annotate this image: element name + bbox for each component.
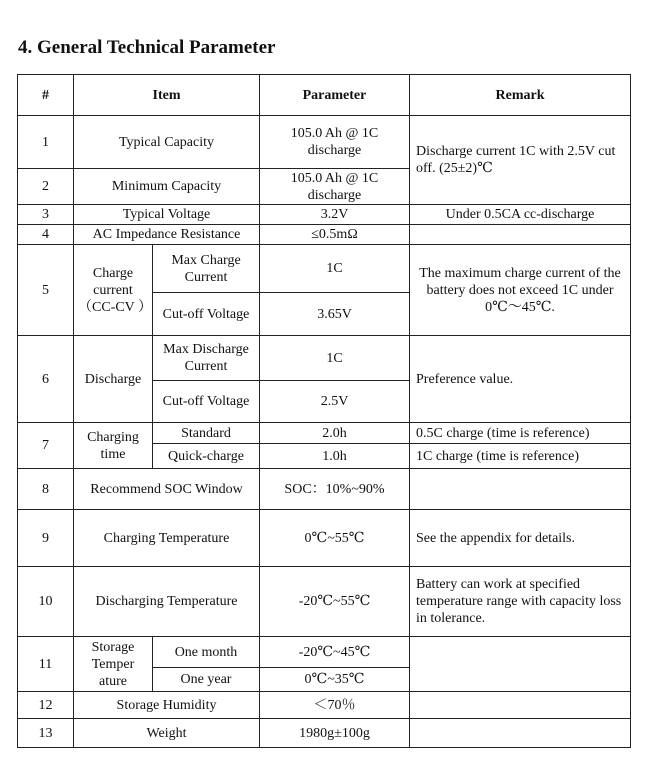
sub-item-cell: Quick-charge — [153, 444, 260, 469]
group-cell: Charge current （CC-CV ） — [74, 245, 153, 336]
item-cell: Discharging Temperature — [74, 567, 260, 637]
group-cell: Discharge — [74, 336, 153, 423]
remark-cell — [410, 719, 631, 748]
row-number: 7 — [18, 423, 74, 469]
row-number: 12 — [18, 692, 74, 719]
parameter-cell: 0℃~35℃ — [260, 668, 410, 692]
table-row — [18, 116, 631, 169]
parameter-cell: 2.0h — [260, 423, 410, 444]
item-cell: Charging Temperature — [74, 510, 260, 567]
row-number: 13 — [18, 719, 74, 748]
remark-cell — [410, 469, 631, 510]
item-cell: Typical Voltage — [74, 205, 260, 225]
parameter-cell: ＜70％ — [260, 692, 410, 719]
table-row — [18, 719, 631, 748]
remark-cell — [410, 225, 631, 245]
parameter-cell: 1C — [260, 336, 410, 381]
item-cell: AC Impedance Resistance — [74, 225, 260, 245]
parameter-cell: 1980g±100g — [260, 719, 410, 748]
table-row — [18, 692, 631, 719]
row-number: 1 — [18, 116, 74, 169]
parameter-cell: SOC：10%~90% — [260, 469, 410, 510]
remark-cell — [410, 692, 631, 719]
table-row — [18, 205, 631, 225]
table-row — [18, 336, 631, 381]
row-number: 9 — [18, 510, 74, 567]
header-parameter: Parameter — [260, 75, 410, 116]
row-number: 2 — [18, 169, 74, 205]
row-number: 3 — [18, 205, 74, 225]
parameter-cell: 3.2V — [260, 205, 410, 225]
item-cell: Storage Humidity — [74, 692, 260, 719]
sub-item-cell: One month — [153, 637, 260, 668]
header-remark: Remark — [410, 75, 631, 116]
parameter-cell: 0℃~55℃ — [260, 510, 410, 567]
table-header-row — [18, 75, 631, 116]
sub-item-cell: Cut-off Voltage — [153, 381, 260, 423]
row-number: 11 — [18, 637, 74, 692]
parameter-cell: 105.0 Ah @ 1C discharge — [260, 169, 410, 205]
header-number: # — [18, 75, 74, 116]
parameter-cell: -20℃~45℃ — [260, 637, 410, 668]
remark-cell: Battery can work at specified temperature range with capacity loss in tolerance. — [410, 567, 631, 637]
sub-item-cell: Max Charge Current — [153, 245, 260, 293]
remark-cell — [410, 637, 631, 692]
row-number: 10 — [18, 567, 74, 637]
sub-item-cell: Max Discharge Current — [153, 336, 260, 381]
table-row — [18, 637, 631, 668]
parameter-cell: ≤0.5mΩ — [260, 225, 410, 245]
sub-item-cell: Standard — [153, 423, 260, 444]
row-number: 6 — [18, 336, 74, 423]
table-row — [18, 423, 631, 444]
sub-item-cell: One year — [153, 668, 260, 692]
remark-cell: 0.5C charge (time is reference) — [410, 423, 631, 444]
table-row — [18, 245, 631, 293]
sub-item-cell: Cut-off Voltage — [153, 293, 260, 336]
item-cell: Minimum Capacity — [74, 169, 260, 205]
table-row — [18, 469, 631, 510]
group-cell: Charging time — [74, 423, 153, 469]
remark-cell: Discharge current 1C with 2.5V cut off. (25±2)℃ — [410, 116, 631, 205]
parameter-cell: 3.65V — [260, 293, 410, 336]
technical-parameter-table — [17, 74, 631, 748]
row-number: 8 — [18, 469, 74, 510]
remark-cell: Under 0.5CA cc-discharge — [410, 205, 631, 225]
header-item: Item — [74, 75, 260, 116]
table-row — [18, 225, 631, 245]
remark-cell: 1C charge (time is reference) — [410, 444, 631, 469]
item-cell: Recommend SOC Window — [74, 469, 260, 510]
remark-cell: Preference value. — [410, 336, 631, 423]
remark-cell: See the appendix for details. — [410, 510, 631, 567]
item-cell: Typical Capacity — [74, 116, 260, 169]
table-row — [18, 567, 631, 637]
parameter-cell: -20℃~55℃ — [260, 567, 410, 637]
section-title: 4. General Technical Parameter — [18, 37, 276, 58]
parameter-cell: 2.5V — [260, 381, 410, 423]
row-number: 4 — [18, 225, 74, 245]
group-cell: Storage Temper ature — [74, 637, 153, 692]
item-cell: Weight — [74, 719, 260, 748]
parameter-cell: 105.0 Ah @ 1C discharge — [260, 116, 410, 169]
row-number: 5 — [18, 245, 74, 336]
parameter-cell: 1C — [260, 245, 410, 293]
remark-cell: The maximum charge current of the battery does not exceed 1C under 0℃～45℃. — [410, 245, 631, 336]
table-row — [18, 510, 631, 567]
parameter-cell: 1.0h — [260, 444, 410, 469]
